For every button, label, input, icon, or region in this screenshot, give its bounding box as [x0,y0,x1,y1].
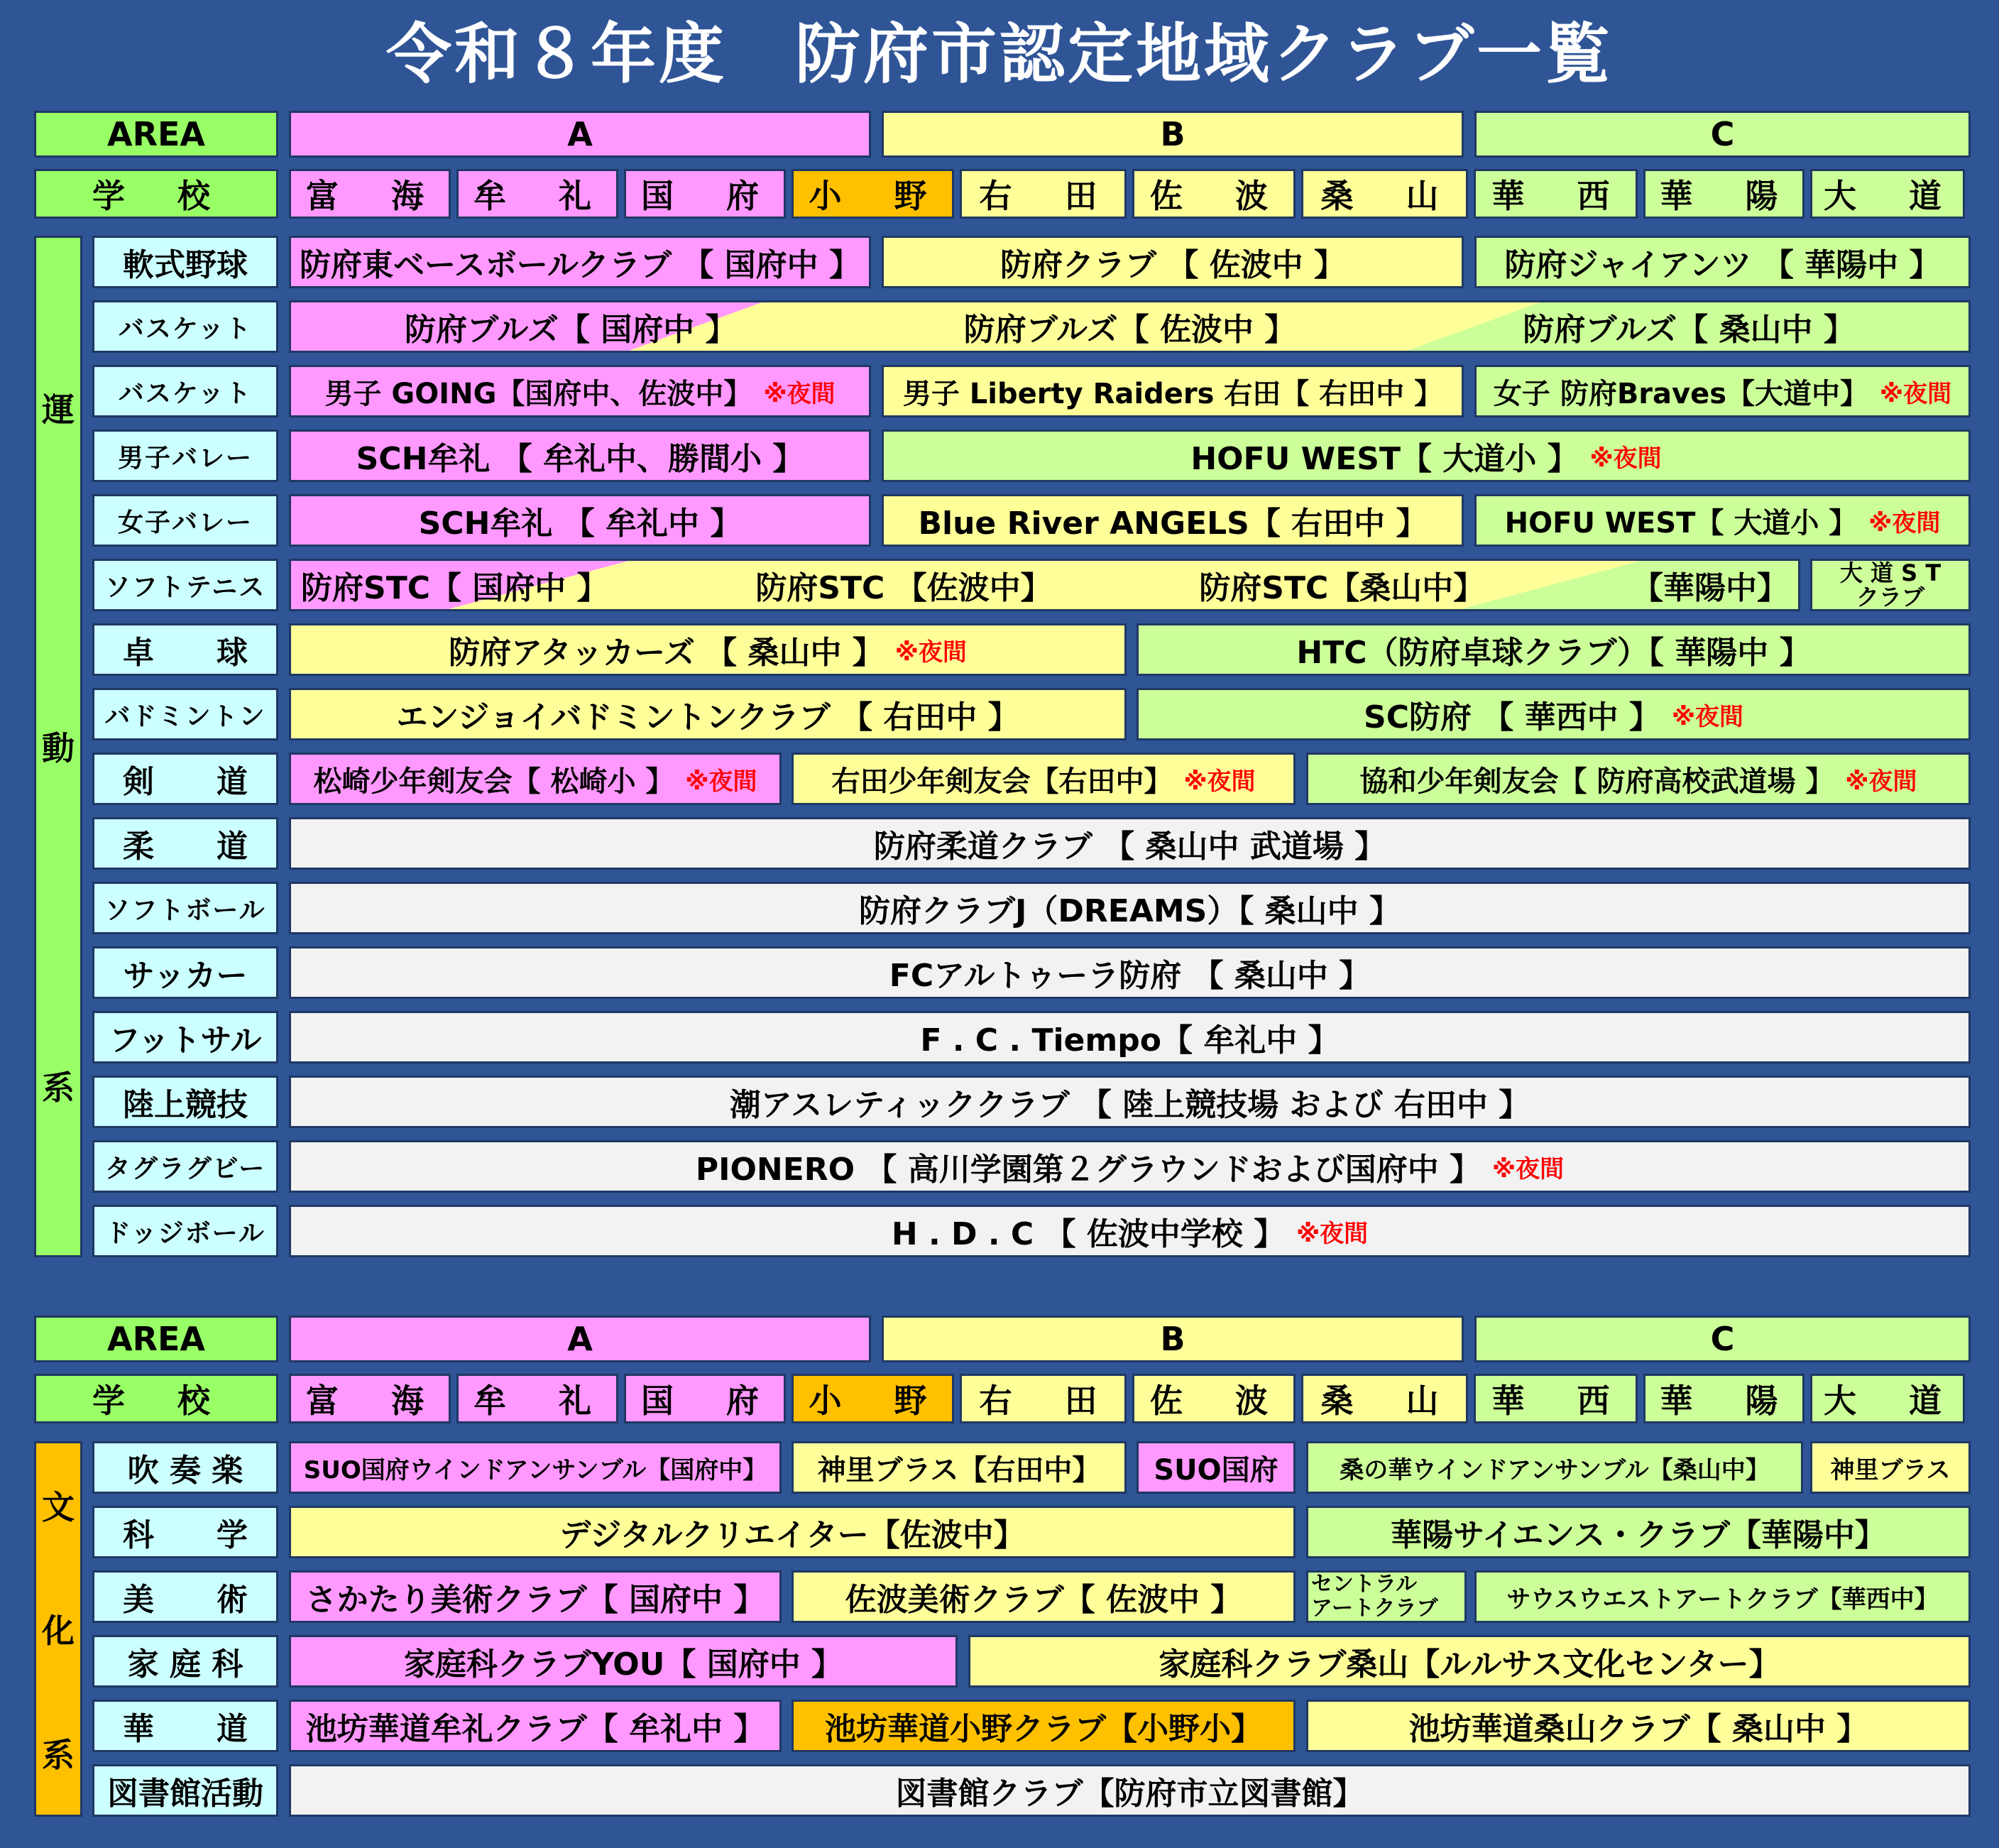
sports-group-char: 系 [42,1068,75,1108]
school-0 [289,1374,451,1423]
subject-cell-label: 女子バレー [117,508,253,537]
school-3 [792,169,954,219]
area-c-header [1474,111,1971,158]
subject-cell-label: 陸上競技 [123,1087,248,1123]
subject-cell [92,365,278,417]
school-3-label: 小 野 [809,177,937,215]
club-cell [1137,688,1971,740]
culture-group-char: 化 [42,1612,75,1651]
school-7 [1474,1374,1638,1423]
subject-cell [92,1140,278,1193]
school-8-label: 華 陽 [1660,177,1788,215]
club-cell [1306,1441,1803,1494]
club-cell-label: 神里ブラス【右田中】 [817,1453,1101,1487]
area-a-header-label: A [567,1320,593,1358]
subject-cell-label: 軟式野球 [123,247,248,283]
school-7-label: 華 西 [1491,1382,1620,1420]
subject-cell-label: バスケット [118,378,253,408]
club-label: 防府ブルズ【 桑山中 】 [1523,312,1855,348]
club-cell [1474,365,1971,417]
club-cell-label: 松崎少年剣友会【 松崎小 】 [313,765,674,798]
school-3 [792,1374,954,1423]
subject-cell-label: 家 庭 科 [127,1646,243,1683]
sports-group-char: 運 [42,390,75,429]
club-cell-label: デジタルクリエイター【佐波中】 [559,1517,1025,1553]
club-cell-label: 防府クラブ 【 佐波中 】 [1000,247,1345,283]
club-cell-label: F . C . Tiempo【 牟礼中 】 [920,1022,1340,1059]
night-note: ※夜間 [685,767,757,796]
area-a-header-label: A [567,115,593,153]
subject-cell-label: 美 術 [123,1582,248,1618]
school-4 [960,169,1127,219]
club-cell-label: Blue River ANGELS【 右田中 】 [918,505,1428,542]
school-1 [456,1374,618,1423]
club-cell [1137,623,1971,676]
club-cell-label: H . D . C 【 佐波中学校 】 [891,1216,1286,1252]
area-b-header [882,1316,1464,1362]
club-cell-label: 図書館クラブ【防府市立図書館】 [895,1776,1364,1812]
subject-cell-label: 図書館活動 [107,1776,263,1812]
club-cell-label: 池坊華道桑山クラブ【 桑山中 】 [1408,1711,1868,1747]
club-cell-label: 防府ジャイアンツ 【 華陽中 】 [1504,247,1941,283]
area-c-header-label: C [1710,1320,1735,1358]
sports-group-label [34,236,82,1257]
school-6 [1301,1374,1468,1423]
club-label: 防府ブルズ【 佐波中 】 [963,312,1296,348]
school-4-label: 右 田 [979,177,1107,215]
subject-cell [92,623,278,676]
culture-group-char: 系 [42,1735,75,1774]
night-note: ※夜間 [1492,1154,1565,1183]
club-cell [882,236,1464,288]
subject-cell-label: サッカー [123,958,248,994]
club-cell [289,882,1971,934]
school-9-label: 大 道 [1824,1382,1951,1420]
club-cell [289,1140,1971,1193]
school-1-label: 牟 礼 [473,1382,601,1420]
night-note: ※夜間 [1589,444,1662,473]
school-6-label: 桑 山 [1320,177,1449,215]
club-cell-label: FCアルトゥーラ防府 【 桑山中 】 [889,958,1371,994]
club-cell-label: SCH牟礼 【 牟礼中 】 [418,505,742,542]
club-cell [289,688,1127,740]
club-cell-label: 池坊華道小野クラブ【小野小】 [825,1711,1262,1747]
subject-cell [92,430,278,482]
club-cell [289,1700,782,1752]
subject-cell [92,300,278,353]
subject-cell-label: バスケット [118,314,253,344]
subject-cell-label: フットサル [109,1022,262,1059]
club-cell [792,1570,1296,1623]
subject-cell [92,817,278,870]
basketball-bulls-cell [289,300,1971,353]
subject-cell [92,1570,278,1623]
club-cell-label: 女子 防府Braves【大道中】 [1493,377,1869,410]
club-label: 【華陽中】 [1631,570,1788,606]
night-note: ※夜間 [1845,767,1917,796]
club-cell [882,365,1464,417]
school-1 [456,169,618,219]
night-note: ※夜間 [1296,1219,1369,1248]
club-cell-label: PIONERO 【 高川学園第２グラウンドおよび国府中 】 [695,1152,1482,1188]
club-cell [289,946,1971,999]
school-5 [1132,169,1296,219]
club-cell-label: サウスウエストアートクラブ【華西中】 [1506,1585,1939,1614]
club-cell [1137,1441,1296,1494]
subject-cell [92,559,278,611]
area-header-label-label: AREA [106,115,206,153]
subject-cell-label: ソフトボール [104,895,266,925]
school-9 [1810,169,1965,219]
school-header-label-label: 学 校 [92,1382,220,1420]
subject-cell [92,753,278,805]
school-0-label: 富 海 [306,1382,434,1420]
club-cell-label: さかたり美術クラブ【 国府中 】 [305,1582,765,1618]
subject-cell-label: ドッジボール [105,1218,265,1248]
school-8 [1643,169,1804,219]
subject-cell-label: 男子バレー [117,443,253,473]
area-header-label [34,111,278,158]
club-cell-label: 佐波美術クラブ【 佐波中 】 [845,1582,1242,1618]
subject-cell-label: タグラグビー [104,1154,266,1183]
school-6 [1301,169,1468,219]
club-cell-label: SCH牟礼 【 牟礼中、勝間小 】 [356,441,804,477]
club-cell [1474,494,1971,547]
area-b-header [882,111,1464,158]
area-a-header [289,111,871,158]
subject-cell [92,1205,278,1257]
club-cell [289,817,1971,870]
central-art-club-cell [1306,1570,1467,1623]
subject-cell [92,688,278,740]
night-note: ※夜間 [763,379,836,408]
subject-cell [92,236,278,288]
school-6-label: 桑 山 [1320,1382,1449,1420]
club-label-line: セントラル [1311,1572,1418,1597]
subject-cell-label: ソフトテニス [104,572,266,602]
club-cell [1306,1506,1971,1558]
school-7-label: 華 西 [1491,177,1620,215]
page-title: 令和８年度 防府市認定地域クラブ一覧 [385,16,1613,92]
night-note: ※夜間 [894,638,967,667]
area-c-header [1474,1316,1971,1362]
club-cell [289,236,871,288]
school-header-label-label: 学 校 [92,177,220,215]
club-cell-label: 潮アスレティッククラブ 【 陸上競技場 および 右田中 】 [729,1087,1530,1123]
school-8 [1643,1374,1804,1423]
club-cell [792,1441,1127,1494]
club-cell [968,1635,1971,1688]
subject-cell-label: バドミントン [104,701,266,731]
area-a-header [289,1316,871,1362]
club-cell-label: SC防府 【 華西中 】 [1364,699,1660,736]
club-cell [289,1635,958,1688]
club-label-line: 大 道 S T [1839,559,1942,586]
club-label: 防府STC【 国府中 】 [301,570,608,606]
night-note: ※夜間 [1671,702,1743,731]
club-cell [289,430,871,482]
subject-cell-label: 柔 道 [123,829,248,865]
area-c-header-label: C [1710,115,1735,153]
club-cell-label: 華陽サイエンス・クラブ【華陽中】 [1391,1517,1886,1553]
school-9-label: 大 道 [1824,177,1951,215]
school-2 [624,169,786,219]
subject-cell [92,946,278,999]
school-2 [624,1374,786,1423]
school-0-label: 富 海 [306,177,434,215]
club-label-line: クラブ [1856,584,1924,611]
school-header-label [34,169,278,219]
club-cell [289,1506,1296,1558]
subject-cell-label: 吹 奏 楽 [127,1453,243,1489]
club-cell-label: SUO国府ウインドアンサンブル【国府中】 [303,1455,767,1485]
soft-tennis-cell [289,559,1800,611]
daido-st-club-cell [1810,559,1971,611]
subject-cell [92,1076,278,1128]
school-5 [1132,1374,1296,1423]
culture-group-char: 文 [42,1488,75,1527]
club-cell-label: 桑の華ウインドアンサンブル【桑山中】 [1340,1455,1770,1485]
club-cell-label: 防府柔道クラブ 【 桑山中 武道場 】 [873,829,1386,865]
club-cell-label: 家庭科クラブYOU【 国府中 】 [403,1646,843,1683]
club-label: 防府ブルズ【 国府中 】 [405,312,737,348]
club-cell-label: HOFU WEST【 大道小 】 [1504,506,1858,540]
club-cell [289,1570,782,1623]
night-note: ※夜間 [1183,767,1256,796]
subject-cell-label: 科 学 [123,1517,248,1553]
school-4 [960,1374,1127,1423]
club-cell-label: 防府アタッカーズ 【 桑山中 】 [449,635,884,671]
subject-cell [92,1764,278,1817]
school-5-label: 佐 波 [1150,177,1278,215]
club-cell [289,1076,1971,1128]
club-cell-label: 池坊華道牟礼クラブ【 牟礼中 】 [305,1711,765,1747]
subject-cell-label: 卓 球 [123,635,248,671]
school-3-label: 小 野 [809,1382,937,1420]
club-cell [792,753,1296,805]
club-cell-label: 防府クラブJ（DREAMS）【 桑山中 】 [859,893,1401,929]
school-7 [1474,169,1638,219]
subject-cell [92,1635,278,1688]
club-cell-label: エンジョイバドミントンクラブ 【 右田中 】 [396,699,1019,736]
club-cell-label: 神里ブラス [1830,1455,1951,1485]
club-cell [1474,236,1971,288]
club-cell-label: 男子 GOING【国府中、佐波中】 [324,377,752,410]
club-label: 防府STC 【佐波中】 [755,570,1052,606]
club-cell-label: HTC（防府卓球クラブ）【 華陽中 】 [1296,635,1811,671]
club-cell-label: 防府東ベースボールクラブ 【 国府中 】 [300,247,860,283]
school-9 [1810,1374,1965,1423]
club-cell [1474,1570,1971,1623]
area-header-label-label: AREA [106,1320,206,1358]
area-b-header-label: B [1160,1320,1185,1358]
subject-cell [92,1011,278,1064]
club-cell [289,1441,782,1494]
subject-cell-label: 剣 道 [123,764,248,800]
club-cell-label: HOFU WEST【 大道小 】 [1190,441,1579,477]
club-cell-label: 家庭科クラブ桑山【ルルサス文化センター】 [1159,1646,1780,1683]
area-header-label [34,1316,278,1362]
school-1-label: 牟 礼 [473,177,601,215]
culture-group-label [34,1441,82,1817]
subject-cell [92,882,278,934]
club-label-line: アートクラブ [1311,1596,1438,1621]
subject-cell [92,1506,278,1558]
club-cell [289,1205,1971,1257]
school-8-label: 華 陽 [1660,1382,1788,1420]
club-cell [792,1700,1296,1752]
school-4-label: 右 田 [979,1382,1107,1420]
subject-cell [92,494,278,547]
school-2-label: 国 府 [641,1382,769,1420]
club-cell [289,753,782,805]
club-label: 防府STC【桑山中】 [1199,570,1485,606]
night-note: ※夜間 [1880,379,1952,408]
club-cell-label: SUO国府 [1154,1453,1278,1487]
school-5-label: 佐 波 [1150,1382,1278,1420]
club-cell [289,1764,1971,1817]
school-0 [289,169,451,219]
subject-cell [92,1441,278,1494]
club-cell [289,1011,1971,1064]
club-cell [289,365,871,417]
school-header-label [34,1374,278,1423]
sports-group-char: 動 [42,729,75,768]
subject-cell-label: 華 道 [123,1711,248,1747]
area-b-header-label: B [1160,115,1185,153]
club-cell [289,623,1127,676]
night-note: ※夜間 [1868,508,1941,537]
club-cell-label: 協和少年剣友会【 防府高校武道場 】 [1359,765,1834,798]
club-cell [289,494,871,547]
club-cell [1306,1700,1971,1752]
club-cell-label: 右田少年剣友会【右田中】 [831,765,1173,798]
school-2-label: 国 府 [641,177,769,215]
club-cell [882,494,1464,547]
subject-cell [92,1700,278,1752]
club-cell [1810,1441,1971,1494]
club-cell [1306,753,1971,805]
club-cell-label: 男子 Liberty Raiders 右田【 右田中 】 [902,377,1443,410]
club-cell [882,430,1971,482]
